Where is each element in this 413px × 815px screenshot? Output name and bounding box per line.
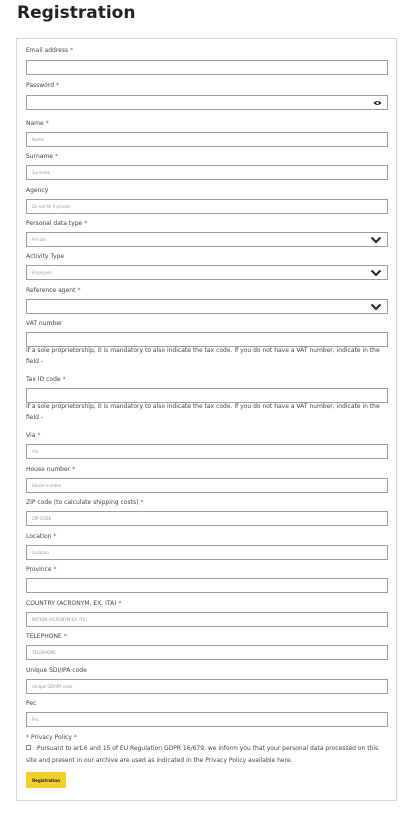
country-label-text: COUNTRY (ACRONYM, EX. ITA)	[26, 600, 117, 607]
telephone-label-text: TELEPHONE	[26, 633, 62, 640]
required-mark: *	[77, 287, 81, 294]
chevron-down-icon	[370, 303, 382, 311]
country-input[interactable]: NATION (ACRONYM EX. ITA)	[26, 612, 388, 627]
sdi-code-input[interactable]: Unique SDI/IPA code	[26, 679, 388, 694]
required-mark: *	[73, 734, 77, 741]
personal-data-type-label-text: Personal data type	[26, 220, 83, 227]
required-mark: *	[56, 82, 60, 89]
required-mark: *	[62, 376, 66, 383]
email-label-text: Email address	[26, 47, 69, 54]
house-number-label-text: House number	[26, 466, 71, 473]
reference-agent-select[interactable]	[26, 299, 388, 314]
surname-input[interactable]: Surname	[26, 165, 388, 180]
via-label-text: Via	[26, 432, 36, 439]
country-label	[26, 600, 122, 607]
location-label-text: Location	[26, 533, 52, 540]
page-title: Registration	[17, 3, 136, 23]
vat-number-help: If a sole proprietorship, it is mandatory to also indicate the tax code. If you do not have a VAT number, indicate in the field -	[26, 347, 380, 365]
pec-input[interactable]: Pec	[26, 712, 388, 727]
password-label	[26, 82, 59, 89]
location-label	[26, 533, 56, 540]
required-mark: *	[26, 734, 29, 741]
personal-data-type-value: Private	[32, 237, 46, 242]
required-mark: *	[84, 220, 88, 227]
telephone-input[interactable]: TELEPHONE	[26, 645, 388, 660]
required-mark: *	[70, 47, 74, 54]
province-label-text: Province	[26, 566, 52, 573]
surname-label	[26, 153, 58, 160]
personal-data-type-label	[26, 220, 87, 227]
surname-label-text: Surname	[26, 153, 53, 160]
house-number-input[interactable]: House number	[26, 478, 388, 493]
zip-code-label	[26, 499, 143, 506]
personal-data-type-select[interactable]	[26, 232, 388, 247]
province-label	[26, 566, 57, 573]
tax-id-label-text: Tax ID code	[26, 376, 61, 383]
reference-agent-label	[26, 287, 80, 294]
reference-agent-label-text: Reference agent	[26, 287, 76, 294]
name-label-text: Name	[26, 120, 44, 127]
privacy-text: Pursuant to art.6 and 15 of EU Regulation GDPR 16/679, we inform you that your personal data processed on this site and present in our archive are used as indicated in the Privacy Policy available here.	[26, 745, 379, 764]
agency-input[interactable]: Do not fill if private	[26, 199, 388, 214]
required-mark: *	[140, 499, 144, 506]
name-input[interactable]: Name	[26, 132, 388, 147]
password-field[interactable]	[26, 95, 388, 110]
activity-type-select[interactable]	[26, 265, 388, 280]
registration-button[interactable]: Registration	[26, 772, 66, 788]
registration-form	[16, 38, 397, 801]
required-mark: *	[37, 432, 41, 439]
location-input[interactable]: Location	[26, 545, 388, 560]
agency-label: Agency	[26, 187, 49, 194]
required-mark: *	[45, 120, 49, 127]
tax-id-label	[26, 376, 66, 383]
privacy-label-text: Privacy Policy	[31, 734, 72, 741]
chevron-down-icon	[370, 269, 382, 277]
privacy-checkbox[interactable]	[26, 745, 31, 750]
privacy-consent	[26, 743, 388, 767]
email-field[interactable]	[26, 60, 388, 75]
required-mark: *	[72, 466, 76, 473]
telephone-label	[26, 633, 67, 640]
password-label-text: Password	[26, 82, 55, 89]
required-mark: *	[118, 600, 122, 607]
via-input[interactable]: Via	[26, 444, 388, 459]
pec-label: Pec	[26, 700, 37, 707]
email-label	[26, 47, 73, 54]
name-label	[26, 120, 49, 127]
activity-type-value: Employee	[32, 270, 52, 275]
required-mark: *	[63, 633, 67, 640]
via-label	[26, 432, 40, 439]
vat-number-label: VAT number	[26, 320, 63, 327]
sdi-code-label: Unique SDI/IPA code	[26, 667, 87, 674]
zip-code-input[interactable]: ZIP CODE	[26, 511, 388, 526]
eye-icon[interactable]	[373, 100, 382, 106]
province-input[interactable]	[26, 578, 388, 593]
tax-id-help: If a sole proprietorship, it is mandatory to also indicate the tax code. If you do not have a VAT number, indicate in the field -	[26, 403, 380, 421]
required-mark: *	[53, 566, 57, 573]
chevron-down-icon	[370, 236, 382, 244]
house-number-label	[26, 466, 75, 473]
zip-code-label-text: ZIP code (to calculate shipping costs)	[26, 499, 139, 506]
privacy-label	[26, 734, 77, 741]
activity-type-label: Activity Type	[26, 253, 65, 260]
required-mark: *	[55, 153, 58, 160]
required-mark: *	[53, 533, 57, 540]
